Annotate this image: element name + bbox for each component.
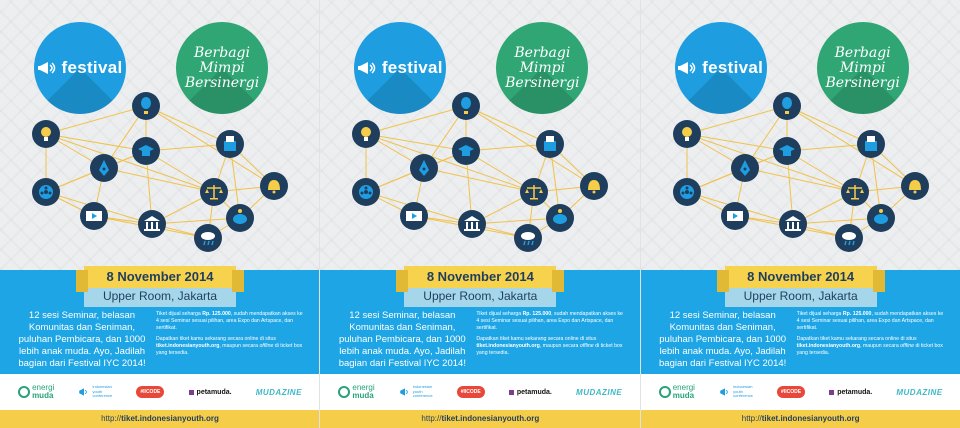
footer-url-prefix: http:// <box>741 414 762 423</box>
ticket-price-paragraph <box>156 311 306 332</box>
hot-air-balloon-icon <box>452 92 480 120</box>
scales-icon <box>841 178 869 206</box>
footer-url-prefix: http:// <box>101 414 122 423</box>
tagline-line2: Mimpi <box>839 59 886 76</box>
festival-logo <box>358 58 443 78</box>
buy-pre: Dapatkan tiket kamu sekarang secara online di situs <box>476 336 597 342</box>
event-date: 8 November 2014 <box>404 266 556 288</box>
buy-offline: offline <box>579 343 594 349</box>
festival-logo-text: festival <box>381 58 443 77</box>
petamuda-logo <box>189 389 232 396</box>
energi-muda-mark-icon <box>659 386 671 398</box>
ballot-box-icon <box>857 130 885 158</box>
buy-site: tiket.indonesianyouth.org <box>796 343 861 349</box>
festival-logo-text: festival <box>702 58 764 77</box>
price-value: Rp. 125.000 <box>522 311 552 317</box>
ticket-buy-paragraph <box>797 336 947 357</box>
piggy-bank-icon <box>867 204 895 232</box>
sponsor-strip <box>320 374 640 410</box>
festival-logo <box>38 58 123 78</box>
footer-url[interactable] <box>0 410 320 428</box>
petamuda-logo <box>509 389 552 396</box>
petamuda-logo <box>829 389 872 396</box>
bell-icon <box>901 172 929 200</box>
piggy-bank-icon <box>546 204 574 232</box>
weather-cloud-icon <box>835 224 863 252</box>
poster-panel <box>641 0 960 428</box>
energi-muda-mark-icon <box>18 386 30 398</box>
iyc-line1: indonesian <box>92 384 112 390</box>
megaphone-icon <box>678 60 698 76</box>
price-pre: Tiket dijual seharga <box>156 311 203 317</box>
buy-mid: , maupun secara <box>860 343 901 349</box>
buy-mid: , maupun secara <box>539 343 580 349</box>
tagline-line2: Mimpi <box>199 59 245 76</box>
petamuda-mark-icon <box>189 390 194 395</box>
tagline-line1: Berbagi <box>514 44 571 61</box>
hashtag-logo: #IICODE <box>777 386 805 398</box>
video-screen-icon <box>80 202 108 230</box>
hot-air-balloon-icon <box>132 92 160 120</box>
megaphone-icon <box>78 387 90 397</box>
hot-air-balloon-icon <box>773 92 801 120</box>
iyc-line1: indonesian <box>412 384 433 390</box>
bell-icon <box>580 172 608 200</box>
poster-panel <box>320 0 640 428</box>
lightbulb-icon <box>32 120 60 148</box>
weather-cloud-icon <box>514 224 542 252</box>
iyc-logo <box>399 385 433 399</box>
pen-nib-icon <box>731 154 759 182</box>
buy-post: di ticket box yang tersedia. <box>476 343 623 356</box>
footer-url[interactable] <box>641 410 960 428</box>
footer-url-domain: tiket.indonesianyouth.org <box>761 414 860 423</box>
ticket-price-paragraph <box>797 311 947 332</box>
footer-url[interactable] <box>320 410 640 428</box>
iyc-logo <box>78 385 112 399</box>
petamuda-mark-icon <box>509 390 514 395</box>
hashtag-logo: #IICODE <box>457 386 485 398</box>
piggy-bank-icon <box>226 204 254 232</box>
graduation-cap-icon <box>452 137 480 165</box>
iyc-line3: conference <box>412 393 433 399</box>
ticket-buy-paragraph <box>476 336 626 357</box>
video-screen-icon <box>400 202 428 230</box>
petamuda-text: petamuda. <box>837 388 873 396</box>
price-pre: Tiket dijual seharga <box>476 311 523 317</box>
tagline-line2: Mimpi <box>519 59 566 76</box>
footer-url-domain: tiket.indonesianyouth.org <box>121 414 219 423</box>
network-graph <box>0 86 320 268</box>
mudazine-logo: MUDAZINE <box>255 387 302 397</box>
headline-text: 12 sesi Seminar, belasan Komunitas dan Seniman, puluhan Pembicara, dan 1000 lebih anak muda. Ayo, Jadilah bagian dari Festival IYC 2014! <box>338 310 466 369</box>
event-date: 8 November 2014 <box>84 266 236 288</box>
price-pre: Tiket dijual seharga <box>796 311 843 317</box>
scales-icon <box>200 178 228 206</box>
energi-line2: muda <box>32 391 54 400</box>
graduation-cap-icon <box>773 137 801 165</box>
iyc-logo <box>719 385 753 399</box>
megaphone-icon <box>38 60 58 76</box>
iyc-line2: youth <box>733 388 743 394</box>
iyc-line2: youth <box>92 388 103 394</box>
petamuda-text: petamuda. <box>196 388 232 396</box>
buy-offline: offline <box>900 343 914 349</box>
mudazine-logo: MUDAZINE <box>896 387 943 397</box>
headline-text: 12 sesi Seminar, belasan Komunitas dan Seniman, puluhan Pembicara, dan 1000 lebih anak muda. Ayo, Jadilah bagian dari Festival IYC 2014! <box>659 310 787 369</box>
scales-icon <box>520 178 548 206</box>
graduation-cap-icon <box>132 137 160 165</box>
buy-post: di ticket box yang tersedia. <box>796 343 943 356</box>
megaphone-icon <box>399 387 411 397</box>
petamuda-text: petamuda. <box>516 388 552 396</box>
price-post: , sudah mendapatkan akses ke 4 sesi Seminar sesuai pilihan, area Expo dan Artspace, dan sertifikat. <box>156 311 303 331</box>
network-graph <box>641 86 960 268</box>
hashtag-logo: #IICODE <box>136 386 164 398</box>
tagline-line3: Bersinergi <box>184 74 260 91</box>
energi-line2: muda <box>672 391 695 400</box>
government-building-icon <box>779 210 807 238</box>
sponsor-strip <box>0 374 320 410</box>
energi-muda-logo <box>338 384 374 400</box>
pen-nib-icon <box>90 154 118 182</box>
petamuda-mark-icon <box>829 390 834 395</box>
iyc-line1: indonesian <box>733 384 753 390</box>
weather-cloud-icon <box>194 224 222 252</box>
bell-icon <box>260 172 288 200</box>
ticket-price-paragraph <box>476 311 626 332</box>
buy-post: di ticket box yang tersedia. <box>156 343 303 356</box>
buy-pre: Dapatkan tiket kamu sekarang secara online di situs <box>156 336 276 342</box>
tagline <box>502 46 582 91</box>
film-reel-icon <box>32 178 60 206</box>
ticket-details <box>476 311 626 361</box>
government-building-icon <box>138 210 166 238</box>
mudazine-logo: MUDAZINE <box>576 387 623 397</box>
festival-logo <box>678 58 763 78</box>
iyc-line2: youth <box>412 388 423 394</box>
lightbulb-icon <box>673 120 701 148</box>
event-venue: Upper Room, Jakarta <box>404 287 556 307</box>
ballot-box-icon <box>216 130 244 158</box>
sponsor-strip <box>641 374 960 410</box>
energi-muda-mark-icon <box>338 386 350 398</box>
buy-mid: , maupun secara <box>219 343 260 349</box>
energi-muda-logo <box>18 384 54 400</box>
event-venue: Upper Room, Jakarta <box>725 287 877 307</box>
energi-line2: muda <box>352 391 374 400</box>
price-value: Rp. 125.000 <box>202 311 231 317</box>
buy-offline: offline <box>259 343 274 349</box>
energi-line1: energi <box>352 383 375 392</box>
festival-logo-text: festival <box>61 58 123 77</box>
tagline-line3: Bersinergi <box>825 74 900 91</box>
ballot-box-icon <box>536 130 564 158</box>
tagline-line3: Bersinergi <box>505 74 580 91</box>
buy-site: tiket.indonesianyouth.org <box>476 343 540 349</box>
price-post: , sudah mendapatkan akses ke 4 sesi Seminar sesuai pilihan, area Expo dan Artspace, dan sertifikat. <box>476 311 623 331</box>
tagline <box>182 46 262 91</box>
government-building-icon <box>458 210 486 238</box>
ticket-buy-paragraph <box>156 336 306 357</box>
ticket-details <box>797 311 947 361</box>
iyc-line3: conference <box>733 393 753 399</box>
film-reel-icon <box>673 178 701 206</box>
energi-line1: energi <box>672 383 695 392</box>
poster-panel <box>0 0 320 428</box>
network-graph <box>320 86 640 268</box>
headline-text: 12 sesi Seminar, belasan Komunitas dan Seniman, puluhan Pembicara, dan 1000 lebih anak muda. Ayo, Jadilah bagian dari Festival IYC 2014! <box>18 310 146 369</box>
event-venue: Upper Room, Jakarta <box>84 287 236 307</box>
buy-site: tiket.indonesianyouth.org <box>156 343 220 349</box>
iyc-line3: conference <box>92 393 113 399</box>
pen-nib-icon <box>410 154 438 182</box>
megaphone-icon <box>358 60 378 76</box>
film-reel-icon <box>352 178 380 206</box>
tagline-line1: Berbagi <box>834 44 891 61</box>
energi-muda-logo <box>659 384 695 400</box>
footer-url-prefix: http:// <box>421 414 442 423</box>
tagline-line1: Berbagi <box>193 44 250 61</box>
buy-pre: Dapatkan tiket kamu sekarang secara online di situs <box>796 336 917 342</box>
price-post: , sudah mendapatkan akses ke 4 sesi Seminar sesuai pilihan, area Expo dan Artspace, dan sertifikat. <box>796 311 944 331</box>
video-screen-icon <box>721 202 749 230</box>
energi-line1: energi <box>32 383 55 392</box>
tagline <box>823 46 903 91</box>
ticket-details <box>156 311 306 361</box>
lightbulb-icon <box>352 120 380 148</box>
event-date: 8 November 2014 <box>725 266 877 288</box>
price-value: Rp. 125.000 <box>842 311 872 317</box>
footer-url-domain: tiket.indonesianyouth.org <box>441 414 540 423</box>
megaphone-icon <box>719 387 731 397</box>
